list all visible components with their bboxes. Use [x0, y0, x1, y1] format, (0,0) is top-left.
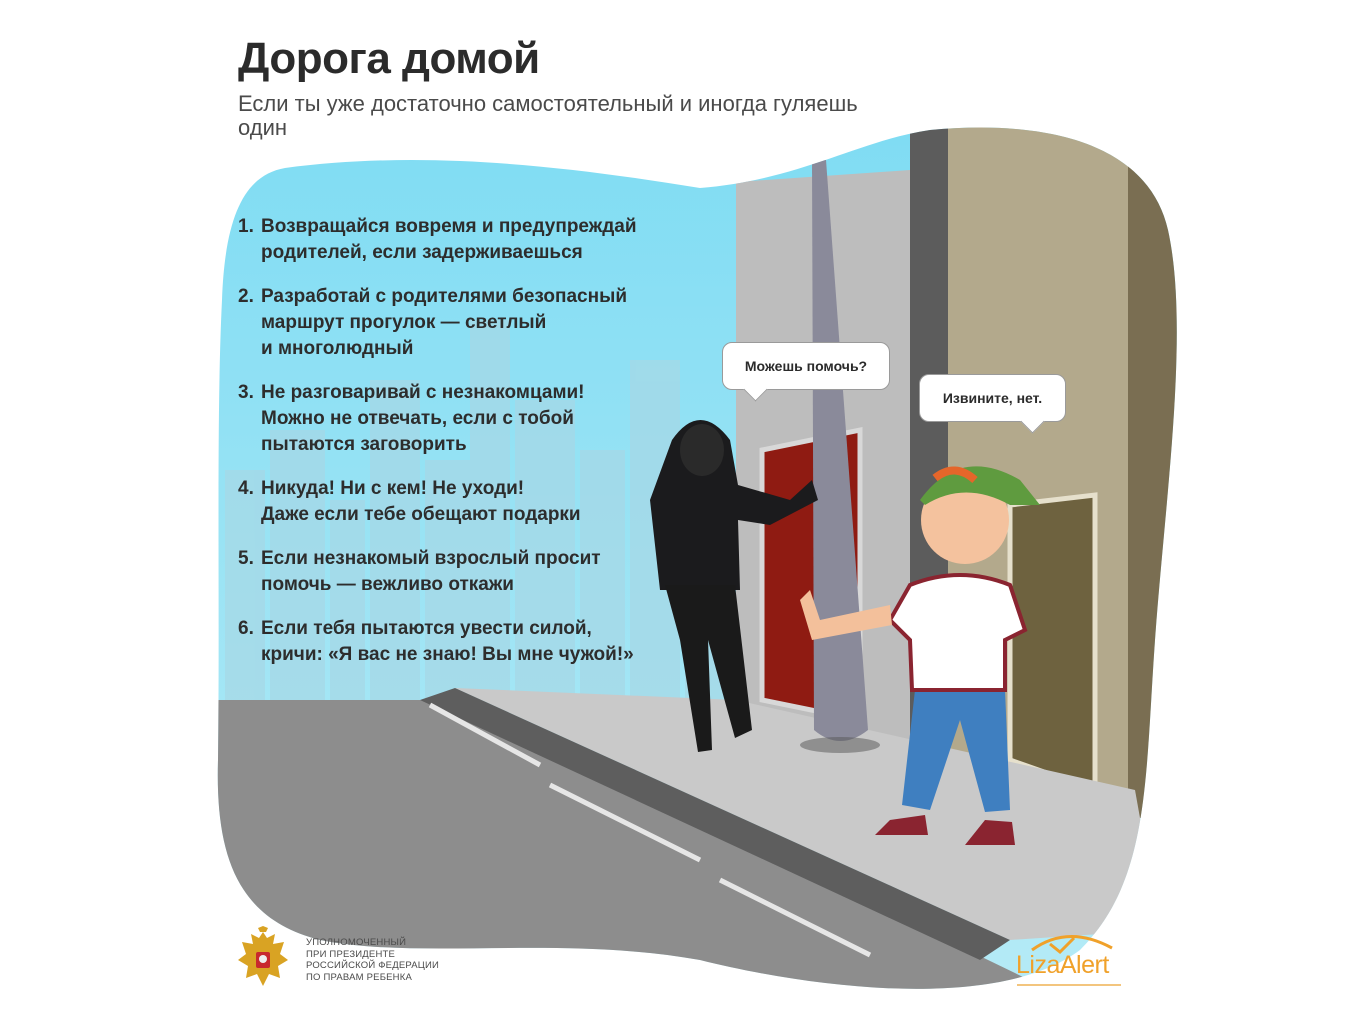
- tip-number: 6.: [238, 618, 254, 639]
- building-shadow: [1128, 118, 1178, 818]
- list-item: [238, 476, 698, 528]
- tip-text: Если тебя пытаются увести силой, кричи: «Я вас не знаю! Вы мне чужой!»: [261, 618, 634, 665]
- tip-number: 3.: [238, 382, 254, 403]
- tip-number: 2.: [238, 286, 254, 307]
- org-line: ПРИ ПРЕЗИДЕНТЕ: [306, 948, 396, 960]
- org-line: УПОЛНОМОЧЕННЫЙ: [306, 937, 407, 948]
- tip-text: Возвращайся вовремя и предупреждай родителей, если задерживаешься: [261, 216, 637, 263]
- ombudsman-title: [306, 937, 439, 983]
- list-item: [238, 546, 698, 598]
- org-line: ПО ПРАВАМ РЕБЕНКА: [306, 971, 413, 983]
- list-item: [238, 284, 698, 362]
- org-line: РОССИЙСКОЙ ФЕДЕРАЦИИ: [306, 960, 440, 971]
- coat-of-arms-icon: [234, 926, 292, 994]
- tip-number: 4.: [238, 478, 254, 499]
- list-item: [238, 616, 698, 668]
- page-subtitle: Если ты уже достаточно самостоятельный и иногда гуляешь один: [238, 91, 858, 140]
- logo-underline: [1017, 984, 1121, 986]
- ombudsman-credit: [234, 926, 439, 994]
- list-item: [238, 380, 698, 458]
- brown-door: [1010, 495, 1095, 790]
- tip-text: Не разговаривай с незнакомцами! Можно не отвечать, если с тобой пытаются заговорить: [261, 382, 585, 455]
- tip-number: 1.: [238, 216, 254, 237]
- tip-text: Разработай с родителями безопасный маршрут прогулок — светлый и многолюдный: [261, 286, 628, 359]
- page-title: Дорога домой: [238, 34, 540, 83]
- speech-bubble-child: Извините, нет.: [919, 374, 1066, 422]
- tip-text: Если незнакомый взрослый просит помочь — вежливо откажи: [261, 548, 601, 595]
- safety-tips-list: [238, 214, 698, 686]
- lizaalert-logo-text: LizaAlert: [1016, 951, 1109, 979]
- speech-bubble-stranger: Можешь помочь?: [722, 342, 890, 390]
- list-item: [238, 214, 698, 266]
- tip-number: 5.: [238, 548, 254, 569]
- tip-text: Никуда! Ни с кем! Не уходи! Даже если тебе обещают подарки: [261, 478, 581, 525]
